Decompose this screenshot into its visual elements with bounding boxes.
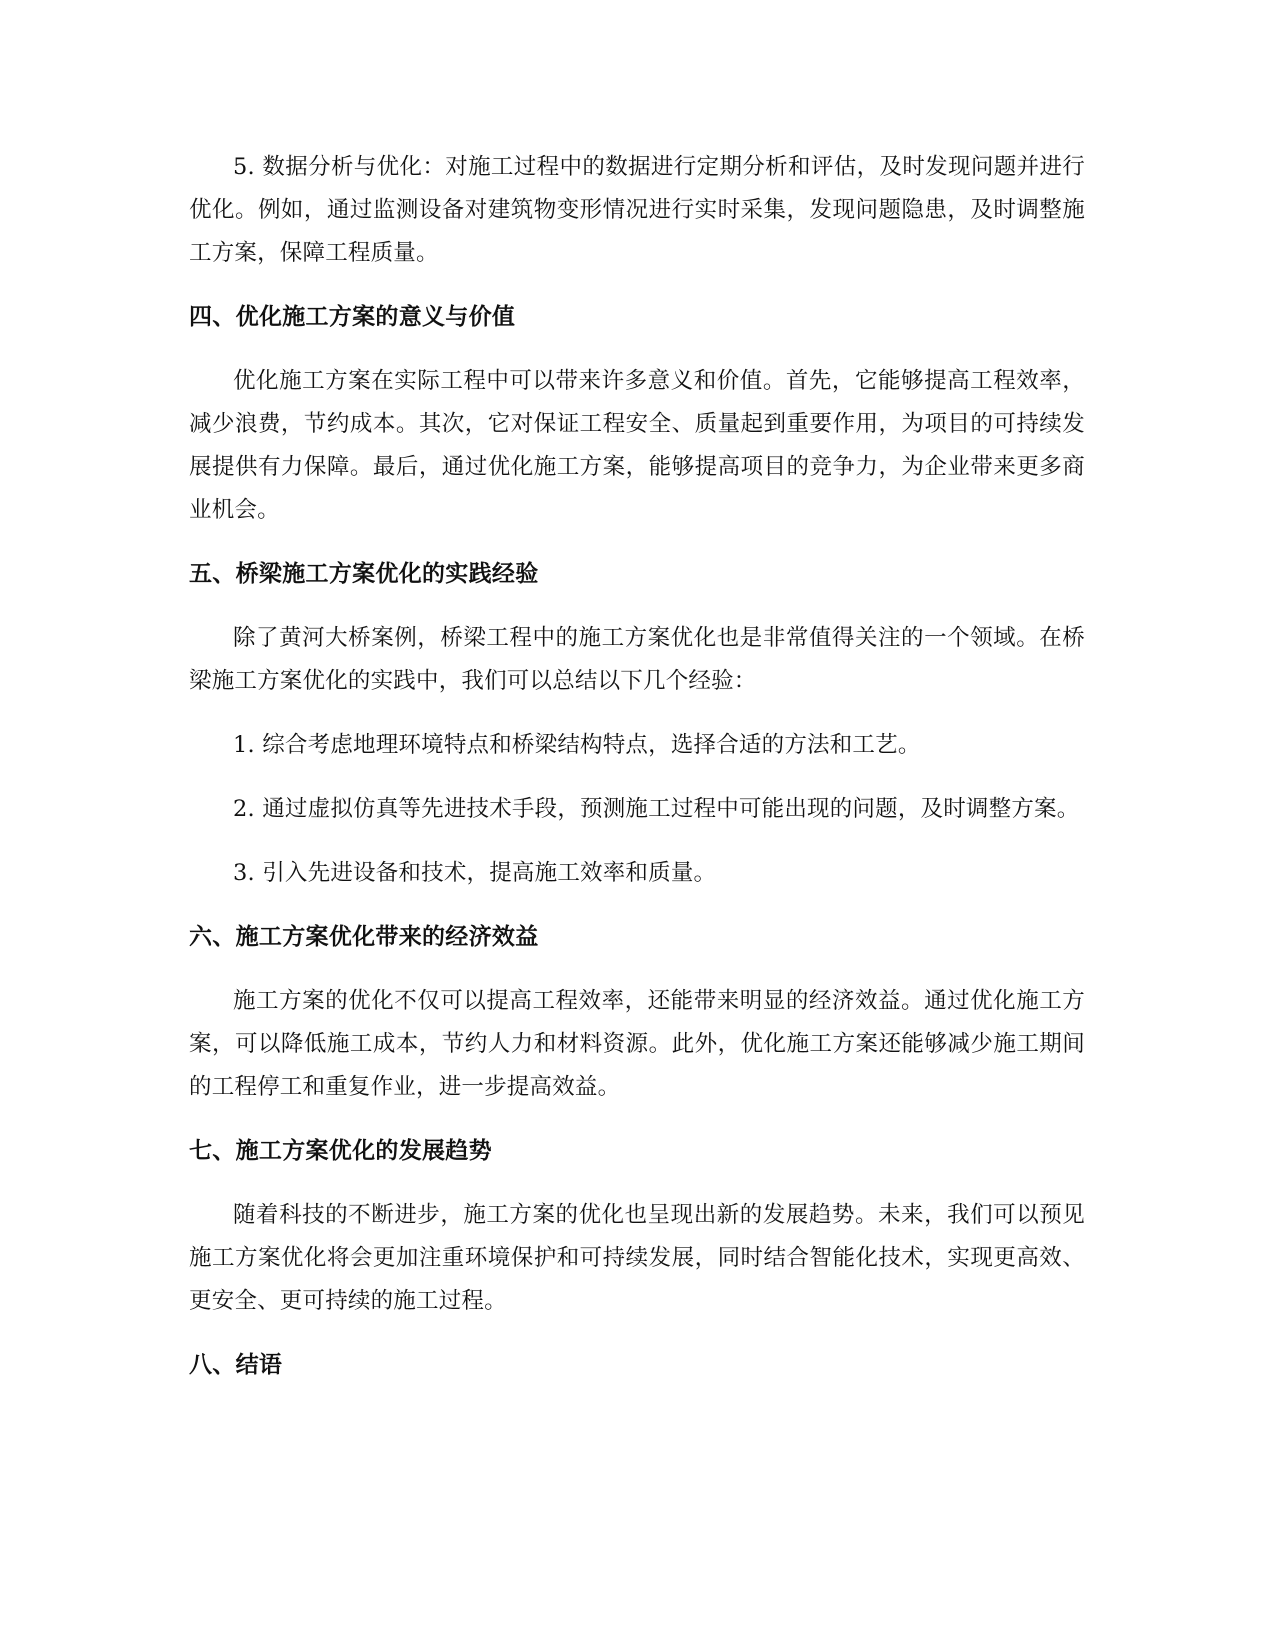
- paragraph-significance: 优化施工方案在实际工程中可以带来许多意义和价值。首先，它能够提高工程效率，减少浪费，节约成本。其次，它对保证工程安全、质量起到重要作用，为项目的可持续发展提供有力保障。最后，通过优化施工方案，能够提高项目的竞争力，为企业带来更多商业机会。: [189, 368, 1085, 523]
- heading-section-5: 五、桥梁施工方案优化的实践经验: [189, 561, 539, 587]
- heading-section-7: 七、施工方案优化的发展趋势: [189, 1138, 492, 1164]
- heading-section-4: 四、优化施工方案的意义与价值: [189, 304, 516, 330]
- list-item-1: 1. 综合考虑地理环境特点和桥梁结构特点，选择合适的方法和工艺。: [233, 732, 921, 758]
- list-item-3: 3. 引入先进设备和技术，提高施工效率和质量。: [233, 860, 717, 886]
- paragraph-trends: 随着科技的不断进步，施工方案的优化也呈现出新的发展趋势。未来，我们可以预见施工方案优化将会更加注重环境保护和可持续发展，同时结合智能化技术，实现更高效、更安全、更可持续的施工过程。: [189, 1202, 1085, 1314]
- paragraph-bridge-intro: 除了黄河大桥案例，桥梁工程中的施工方案优化也是非常值得关注的一个领域。在桥梁施工方案优化的实践中，我们可以总结以下几个经验：: [189, 625, 1085, 694]
- list-item-2: 2. 通过虚拟仿真等先进技术手段，预测施工过程中可能出现的问题，及时调整方案。: [233, 796, 1080, 822]
- document-body: [189, 146, 1085, 1408]
- paragraph-data-analysis: 5. 数据分析与优化：对施工过程中的数据进行定期分析和评估，及时发现问题并进行优化。例如，通过监测设备对建筑物变形情况进行实时采集，发现问题隐患，及时调整施工方案，保障工程质量。: [189, 154, 1085, 266]
- paragraph-economic: 施工方案的优化不仅可以提高工程效率，还能带来明显的经济效益。通过优化施工方案，可以降低施工成本，节约人力和材料资源。此外，优化施工方案还能够减少施工期间的工程停工和重复作业，进一步提高效益。: [189, 988, 1085, 1100]
- heading-section-6: 六、施工方案优化带来的经济效益: [189, 924, 539, 950]
- heading-section-8: 八、结语: [189, 1352, 283, 1378]
